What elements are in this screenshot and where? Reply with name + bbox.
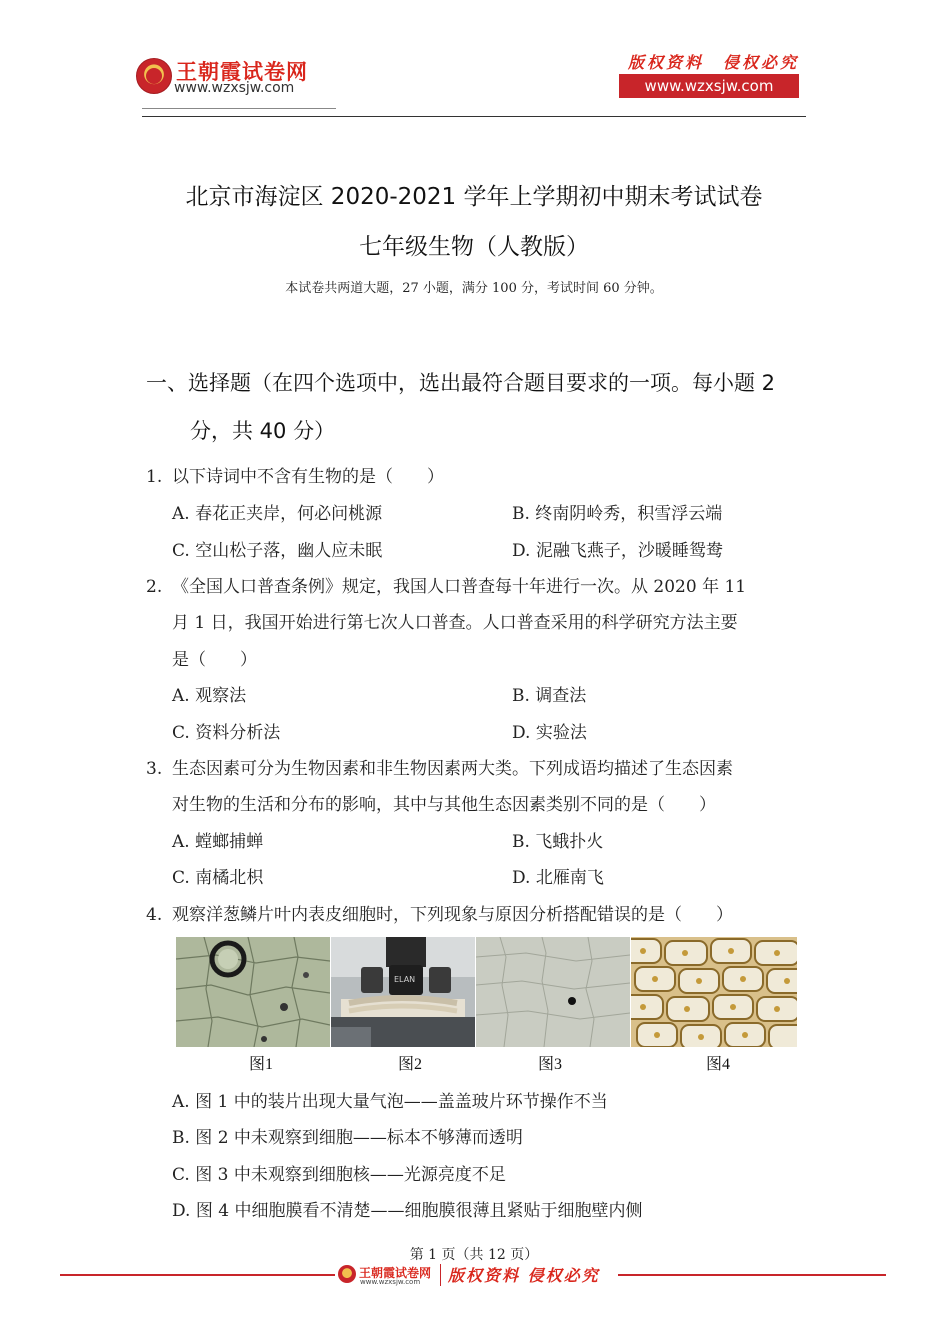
option-b: B. 图 2 中未观察到细胞——标本不够薄而透明 bbox=[172, 1128, 523, 1148]
brand-url: www.wzxsjw.com bbox=[174, 80, 295, 96]
exam-subtitle: 七年级生物（人教版） bbox=[359, 234, 589, 260]
brand-seal-logo bbox=[136, 58, 172, 94]
question-stem: 观察洋葱鳞片叶内表皮细胞时，下列现象与原因分析搭配错误的是（ ） bbox=[172, 905, 733, 925]
brand-name: 王朝霞试卷网 bbox=[176, 60, 308, 84]
figure-3-image bbox=[476, 937, 630, 1047]
figure-3-label: 图3 bbox=[538, 1056, 563, 1073]
option-c: C. 图 3 中未观察到细胞核——光源亮度不足 bbox=[172, 1165, 506, 1185]
option-b: B. 终南阴岭秀，积雪浮云端 bbox=[512, 504, 723, 524]
footer-url: www.wzxsjw.com bbox=[360, 1278, 421, 1286]
footer-rule-right bbox=[618, 1274, 886, 1276]
question-stem-line3: 是（ ） bbox=[172, 650, 257, 670]
option-b: B. 调查法 bbox=[512, 686, 587, 706]
question-stem-line2: 月 1 日，我国开始进行第七次人口普查。人口普查采用的科学研究方法主要 bbox=[172, 613, 738, 633]
figure-4-label: 图4 bbox=[706, 1056, 731, 1073]
figure-1-image bbox=[176, 937, 330, 1047]
footer-copyright: 版权资料 侵权必究 bbox=[448, 1266, 600, 1285]
footer-seal-logo bbox=[338, 1265, 356, 1283]
svg-text:ELAN: ELAN bbox=[394, 975, 416, 984]
section-heading-cont: 分，共 40 分） bbox=[190, 419, 336, 443]
figure-1-label: 图1 bbox=[249, 1056, 274, 1073]
copyright-notice: 版权资料 侵权必究 bbox=[628, 53, 800, 72]
question-number: 1. bbox=[146, 467, 163, 487]
question-stem: 以下诗词中不含有生物的是（ ） bbox=[172, 467, 444, 487]
option-d: D. 实验法 bbox=[512, 723, 587, 743]
option-c: C. 南橘北枳 bbox=[172, 868, 264, 888]
option-a: A. 观察法 bbox=[172, 686, 247, 706]
logo-underline bbox=[142, 108, 336, 109]
option-b: B. 飞蛾扑火 bbox=[512, 832, 604, 852]
option-d: D. 北雁南飞 bbox=[512, 868, 604, 888]
header-divider bbox=[142, 116, 806, 117]
question-4 bbox=[146, 900, 733, 925]
question-2 bbox=[146, 572, 746, 597]
page-number: 第 1 页（共 12 页） bbox=[409, 1247, 539, 1263]
question-number: 3. bbox=[146, 759, 163, 779]
site-url-banner: www.wzxsjw.com bbox=[619, 74, 799, 98]
option-a: A. 图 1 中的装片出现大量气泡——盖盖玻片环节操作不当 bbox=[172, 1092, 608, 1112]
section-heading: 一、选择题（在四个选项中，选出最符合题目要求的一项。每小题 2 bbox=[146, 371, 776, 395]
question-stem-line1: 生态因素可分为生物因素和非生物因素两大类。下列成语均描述了生态因素 bbox=[172, 759, 733, 779]
figure-4-image bbox=[631, 937, 797, 1047]
footer-brand: 王朝霞试卷网 bbox=[359, 1266, 432, 1280]
exam-title: 北京市海淀区 2020-2021 学年上学期初中期末考试试卷 bbox=[185, 184, 763, 210]
option-c: C. 资料分析法 bbox=[172, 723, 281, 743]
question-3 bbox=[146, 754, 733, 779]
option-d: D. 图 4 中细胞膜看不清楚——细胞膜很薄且紧贴于细胞壁内侧 bbox=[172, 1201, 643, 1221]
option-a: A. 春花正夹岸，何必问桃源 bbox=[172, 504, 383, 524]
figure-2-image bbox=[331, 937, 475, 1047]
question-stem-line1: 《全国人口普查条例》规定，我国人口普查每十年进行一次。从 2020 年 11 bbox=[172, 577, 747, 597]
footer-rule-left bbox=[60, 1274, 335, 1276]
question-number: 2. bbox=[146, 577, 163, 597]
footer-separator bbox=[440, 1264, 441, 1286]
option-d: D. 泥融飞燕子，沙暖睡鸳鸯 bbox=[512, 541, 723, 561]
question-1 bbox=[146, 462, 444, 487]
question-number: 4. bbox=[146, 905, 163, 925]
exam-note: 本试卷共两道大题，27 小题，满分 100 分，考试时间 60 分钟。 bbox=[285, 281, 663, 296]
question-stem-line2: 对生物的生活和分布的影响，其中与其他生态因素类别不同的是（ ） bbox=[172, 795, 716, 815]
figure-2-label: 图2 bbox=[398, 1056, 423, 1073]
option-c: C. 空山松子落，幽人应未眠 bbox=[172, 541, 383, 561]
option-a: A. 螳螂捕蝉 bbox=[172, 832, 264, 852]
